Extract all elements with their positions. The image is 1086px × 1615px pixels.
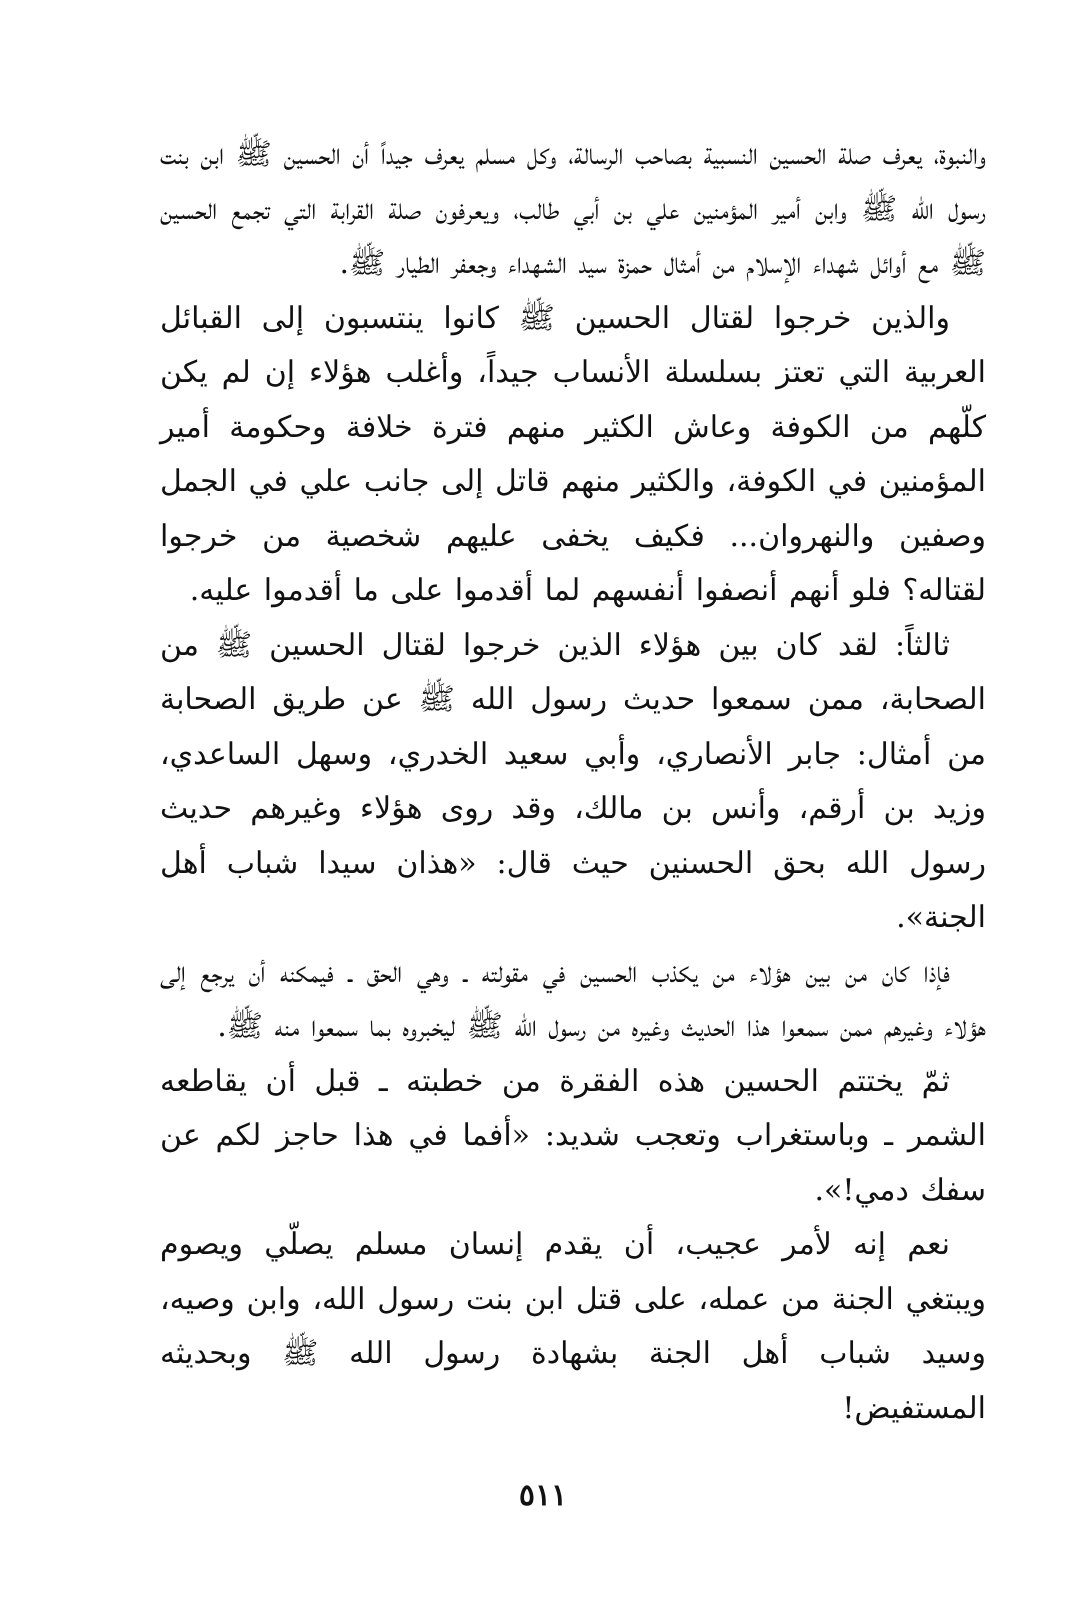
paragraph: والنبوة، يعرف صلة الحسين النسبية بصاحب الرسالة، وكل مسلم يعرف جيداً أن الحسين ﷺ ابن بنت رسول الله ﷺ وابن أمير المؤمنين علي بن أبي طالب، ويعرفون صلة القرابة التي تجمع الحسين ﷺ مع أوائل شهداء الإسلام من أمثال حمزة سيد الشهداء وجعفر الطيار ﷺ.	[160, 137, 986, 281]
paragraph: ثمّ يختتم الحسين هذه الفقرة من خطبته ـ قبل أن يقاطعه الشمر ـ وباستغراب وتعجب شديد: «أفما في هذا حاجز لكم عن سفك دمي!».	[160, 1063, 986, 1208]
paragraph: نعم إنه لأمر عجيب، أن يقدم إنسان مسلم يصلّي ويصوم ويبتغي الجنة من عمله، على قتل ابن بنت رسول الله، وابن وصيه، وسيد شباب أهل الجنة بشهادة رسول الله ﷺ وبحديثه المستفيض!	[160, 1227, 986, 1426]
page-number: ٥١١	[518, 1478, 568, 1513]
paragraph: فإذا كان من بين هؤلاء من يكذب الحسين في مقولته ـ وهي الحق ـ فيمكنه أن يرجع إلى هؤلاء وغيرهم ممن سمعوا هذا الحديث وغيره من رسول الله ﷺ ليخبروه بما سمعوا منه ﷺ.	[160, 954, 986, 1044]
paragraph: ثالثاً: لقد كان بين هؤلاء الذين خرجوا لقتال الحسين ﷺ من الصحابة، ممن سمعوا حديث رسول الله ﷺ عن طريق الصحابة من أمثال: جابر الأنصاري، وأبي سعيد الخدري، وسهل الساعدي، وزيد بن أرقم، وأنس بن مالك، وقد روى هؤلاء وغيرهم حديث رسول الله بحق الحسنين حيث قال: «هذان سيدا شباب أهل الجنة».	[160, 627, 986, 935]
body-text	[160, 128, 986, 1436]
paragraph: والذين خرجوا لقتال الحسين ﷺ كانوا ينتسبون إلى القبائل العربية التي تعتز بسلسلة الأنساب جيداً، وأغلب هؤلاء إن لم يكن كلّهم من الكوفة وعاش الكثير منهم فترة خلافة وحكومة أمير المؤمنين في الكوفة، والكثير منهم قاتل إلى جانب علي في الجمل وصفين والنهروان... فكيف يخفى عليهم شخصية من خرجوا لقتاله؟ فلو أنهم أنصفوا أنفسهم لما أقدموا على ما أقدموا عليه.	[160, 300, 986, 608]
